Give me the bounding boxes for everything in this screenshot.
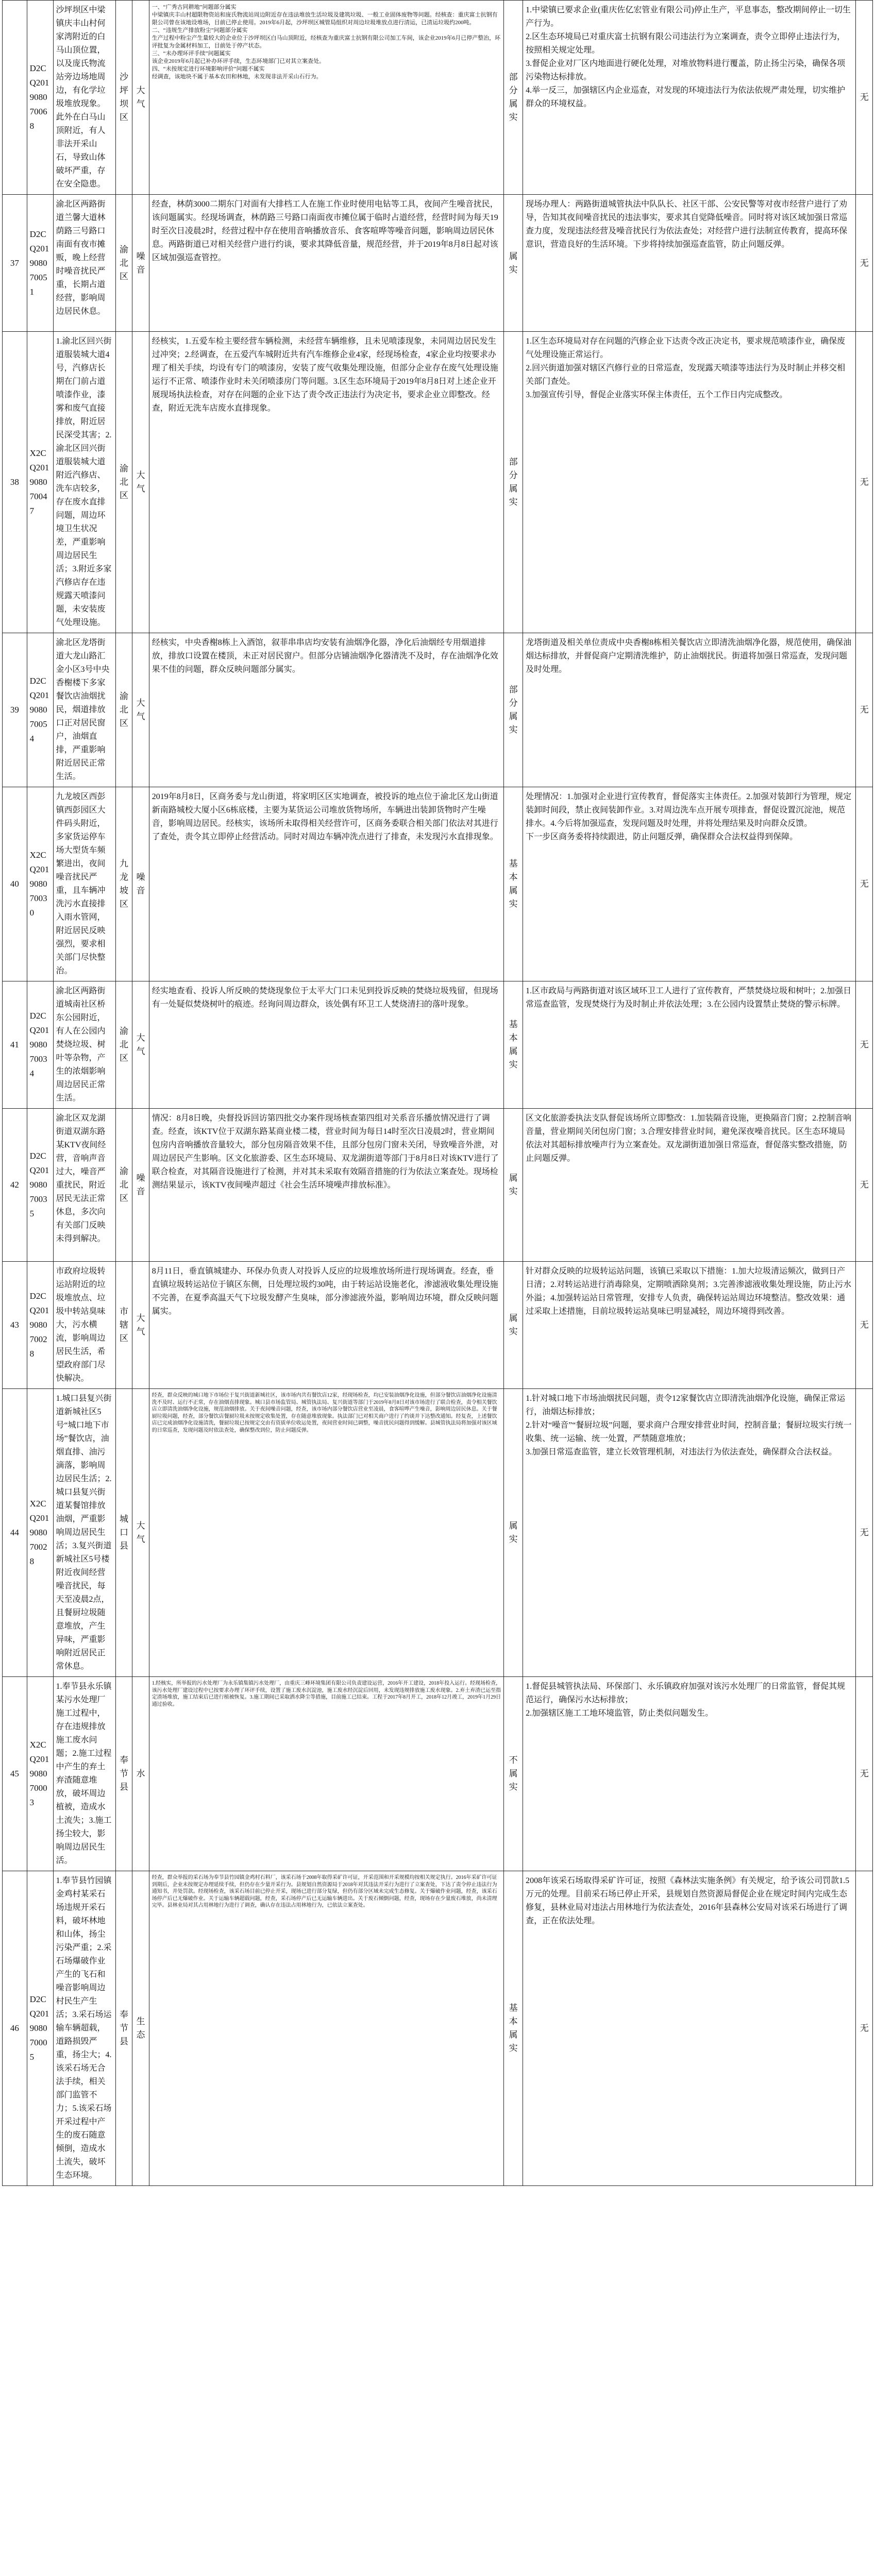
complaint-content: 市政府垃圾转运站附近的垃圾堆放点、垃圾中转站臭味大，污水横流，影响周边居民生活，希望政府部门尽快解决。 [53,1262,115,1389]
investigation-result: 1.经核实，所举报的污水处理厂为永乐镇集镇污水处理厂，由重庆三峰环境集团有限公司负责建设运营，2016年开工建设，2018年投入运行。经现场检查，该污水处理厂建设过程中已按要求办理了环评手续，设置了施工废水沉淀池，施工废水经沉淀后回用，未发现违规排放施工废水现象。2.弃土弃渣已运至指定渣场堆放，施工结束后已进行植被恢复。3.施工期间已采取洒水降尘等措施，目前施工已结束。工程于2017年8月开工，2018年12月竣工，2019年1月29日通过验收。 [149,1677,504,1871]
handling-measures: 区文化旅游委执法支队督促该场所立即整改：1.加装隔音设施，更换隔音门窗；2.控制音响音量，营业期间关闭包房门窗；3.合理安排营业时间，避免深夜噪音扰民。区生态环境局依法对其超标排放噪声行为立案查处。双龙湖街道加强日常巡查，督促落实整改措施，防止问题反弹。 [523,1109,856,1262]
district: 沙坪坝区 [115,1,132,195]
handling-measures: 2008年该采石场取得采矿许可证，按照《森林法实施条例》有关规定，给予该公司罚款1.5万元的处理。目前采石场已停止开采，县规划自然资源局督促企业在规定时间内完成生态修复，县林业局对违法占用林地行为依法查处，2016年县森林公安局对该采石场进行了调查，正在依法处理。 [523,1871,856,2186]
row-number: 44 [3,1389,27,1677]
verification-result: 属实 [504,1109,523,1262]
accountability: 无 [856,195,873,332]
complaint-table [2,0,873,2186]
handling-measures: 针对群众反映的垃圾转运站问题，该镇已采取以下措施：1.加大垃圾清运频次，做到日产日清；2.对转运站进行消毒除臭，定期喷洒除臭剂；3.完善渗滤液收集处理设施，防止污水外溢；4.加强转运站日常管理，安排专人负责，确保转运站周边环境整洁。整改效果：通过采取上述措施，目前垃圾转运站臭味已明显减轻，周边环境得到改善。 [523,1262,856,1389]
district: 奉节县 [115,1677,132,1871]
pollution-category: 噪音 [132,195,149,332]
district: 奉节县 [115,1871,132,2186]
district: 渝北区 [115,195,132,332]
verification-result: 不属实 [504,1677,523,1871]
row-number: 38 [3,332,27,633]
handling-measures: 1.中梁镇已要求企业(重庆佐亿宏管业有限公司)停止生产，平息事态，整改期间停止一切生产行为。 2.区生态环境局已对重庆富士抗钢有限公司违法行为立案调查，责令立即停止违法行为，按照相关规定处理。 3.督促企业对厂区内地面进行硬化处理，对堆放物料进行覆盖，防止扬尘污染，确保各项污染物达标排放。 4.举一反三，加强辖区内企业巡查，对发现的环境违法行为依法依规严肃处理，切实维护群众的环境权益。 [523,1,856,195]
row-number: 41 [3,981,27,1109]
accountability: 无 [856,787,873,981]
accountability: 无 [856,1389,873,1677]
pollution-category: 生态 [132,1871,149,2186]
handling-measures: 龙塔街道及相关单位责成中央香榭8栋相关餐饮店立即清洗油烟净化器，规范使用，确保油烟达标排放，并督促商户定期清洗维护，防止油烟扰民。街道将加强日常巡查，发现问题及时处理。 [523,633,856,787]
table-row [3,1677,873,1871]
case-code: D2CQ201908070005 [27,1871,53,2186]
table-row [3,981,873,1109]
table-row [3,195,873,332]
district: 市辖区 [115,1262,132,1389]
verification-result: 属实 [504,1262,523,1389]
pollution-category: 大气 [132,1,149,195]
complaint-content: 渝北区双龙湖街道双湖东路某KTV夜间经营，音响声音过大，噪音严重扰民，附近居民无法正常休息，多次向有关部门反映未得到解决。 [53,1109,115,1262]
pollution-category: 噪音 [132,787,149,981]
case-code: X2CQ201908070047 [27,332,53,633]
table-row [3,1871,873,2186]
table-row [3,1109,873,1262]
investigation-result: 经核实，中央香榭8栋上入酒馆，叙菲串串店均安装有油烟净化器，净化后油烟经专用烟道排放，排放口设置在楼顶，未正对居民窗户。但部分店铺油烟净化器清洗不及时，存在油烟净化效果不佳的问题，群众反映问题部分属实。 [149,633,504,787]
investigation-result: 经查，群众反映的城口地下市场位于复兴街道新城社区，该市场内共有餐饮店12家，经现场检查，均已安装油烟净化设施，但部分餐饮店油烟净化设施清洗不及时、运行不正常，存在油烟直排现象。城口县市场监管局、城管执法局、复兴街道等部门于2019年8月8日对该市场进行了联合检查，责令相关餐饮店立即清洗油烟净化设施，规范油烟排放。关于夜间噪音问题，经查，该市场内部分餐饮店营业至凌晨，食客喧哗产生噪音，影响周边居民休息。关于餐厨垃圾问题，经查，部分餐饮店餐厨垃圾未按规定收集处置，存在随意堆放现象。执法部门已对相关商户进行了约谈并下达整改通知。经复查，上述餐饮店已完成油烟净化设施清洗，餐厨垃圾已按规定交由有资质单位收运处置，夜间营业时间已调整，噪音扰民问题得到缓解。县城管执法局将加强对该区域的日常巡查，发现问题及时依法查处，确保整改到位，防止问题反弹。 [149,1389,504,1677]
row-number: 43 [3,1262,27,1389]
row-number: 40 [3,787,27,981]
case-code: D2CQ201908070034 [27,981,53,1109]
handling-measures: 处理情况：1.加强对企业进行宣传教育，督促落实主体责任。2.加强对装卸行为管理，规定装卸时间段，禁止夜间装卸作业。3.对周边洗车点开展专项排查，督促设置沉淀池，规范排水。4.今后将加强巡查，发现问题及时处理，并将处理结果及时向群众反馈。 下一步区商务委将持续跟进，防止问题反弹，确保群众合法权益得到保障。 [523,787,856,981]
investigation-result: 一、“广秀古同耕地”问题部分属实 中梁镇庆丰山村超限物资站和庞氏物流站周边附近存在违法堆放生活垃圾及建筑垃圾、一般工业固体废物等问题。经核查：重庆富士抗钢有限公司曾在该地设堆场，目前已停止使用。2019年6月起，沙坪坝区城管局组织对周边垃圾堆放点进行清运，已清运垃圾约200吨。 二、“违规生产排放粉尘”问题部分属实 生产过程中粉尘产生量较大的企业位于沙坪坝区白马山顶附近，经核查为重庆富士抗钢有限公司加工车间，该企业2019年6月已停产整治，环评批复为金属材料加工，目前处于停产状态。 三、“未办理环评手续”问题属实 该企业2019年6月起已补办环评手续，生态环境部门已对其立案查处。 四、“未按规定进行环境影响评价”问题不属实 经调查，该地块不属于基本农田和林地，未发现非法开采山石行为。 [149,1,504,195]
district: 渝北区 [115,981,132,1109]
investigation-result: 经查，林荫3000二期东门对面有大排档工人在施工作业时使用电钻等工具，夜间产生噪音扰民，该问题属实。经现场调查，林荫路三号路口南面夜市摊位属于临时占道经营，经营时间为每天19时至次日凌晨2时，经营过程中存在使用音响播放音乐、食客喧哗等噪音问题，影响周边居民休息。两路街道已对相关经营户进行约谈，要求其降低音量，规范经营，并于2019年8月8日起对该区域加强巡查管控。 [149,195,504,332]
pollution-category: 大气 [132,1262,149,1389]
accountability: 无 [856,981,873,1109]
accountability: 无 [856,1262,873,1389]
row-number: 42 [3,1109,27,1262]
accountability: 无 [856,1871,873,2186]
verification-result: 部分属实 [504,633,523,787]
case-code: X2CQ201908070028 [27,1389,53,1677]
case-code: D2CQ201908070051 [27,195,53,332]
complaint-content: 渝北区两路街道城南社区桥东公园附近，有人在公园内焚烧垃圾、树叶等杂物，产生的浓烟影响周边居民正常生活。 [53,981,115,1109]
complaint-content: 1.奉节县竹园镇金鸡村某采石场违规开采石料，破坏林地和山体，扬尘污染严重；2.采石场爆破作业产生的飞石和噪音影响周边村民生产生活；3.采石场运输车辆超载，道路损毁严重，扬尘大；4.该采石场无合法手续，相关部门监管不力；5.该采石场开采过程中产生的废石随意倾倒，造成水土流失，破坏生态环境。 [53,1871,115,2186]
complaint-content: 1.渝北区回兴街道服装城大道4号，汽修店长期在门前占道喷漆作业，漆雾和废气直接排放，附近居民深受其害；2.渝北区回兴街道服装城大道附近汽修店、洗车店较多，存在废水直排问题，周边环境卫生状况差，严重影响周边居民生活；3.附近多家汽修店存在违规露天喷漆问题，未安装废气处理设施。 [53,332,115,633]
accountability: 无 [856,633,873,787]
row-number [3,1,27,195]
handling-measures: 1.区生态环境局对存在问题的汽修企业下达责令改正决定书，要求规范喷漆作业，确保废气处理设施正常运行。 2.回兴街道加强对辖区汽修行业的日常巡查，发现露天喷漆等违法行为及时制止并移交相关部门查处。 3.加强宣传引导，督促企业落实环保主体责任，五个工作日内完成整改。 [523,332,856,633]
investigation-result: 经核实，1.五爱车检主要经营车辆检测，未经营车辆维修，且未见喷漆现象，未同周边居民发生过冲突；2.经调查，在五爱汽车城附近共有汽车维修企业4家，经现场检查，4家企业均按要求办理了相关手续，均设有专门的喷漆房，安装了废气收集处理设施，但部分企业存在废气处理设施运行不正常、喷漆作业时未关闭喷漆房门等问题。3.区生态环境局于2019年8月8日对上述企业开展现场执法检查，对存在问题的企业下达了责令改正违法行为决定书，要求企业立即整改。经查，附近无洗车店废水直排现象。 [149,332,504,633]
pollution-category: 大气 [132,332,149,633]
handling-measures: 1.督促县城管执法局、环保部门、永乐镇政府加强对该污水处理厂的日常监管，督促其规范运行，确保污水达标排放； 2.加强辖区施工工地环境监管，防止类似问题发生。 [523,1677,856,1871]
case-code: X2CQ201908070030 [27,787,53,981]
verification-result: 属实 [504,1389,523,1677]
pollution-category: 水 [132,1677,149,1871]
district: 城口县 [115,1389,132,1677]
verification-result: 基本属实 [504,787,523,981]
case-code: D2CQ201908070054 [27,633,53,787]
accountability: 无 [856,1109,873,1262]
row-number: 37 [3,195,27,332]
row-number: 45 [3,1677,27,1871]
investigation-result: 8月11日，垂直镇城建办、环保办负责人对投诉人反应的垃圾堆放场所进行现场调查。经查，垂直镇垃圾转运站位于镇区东侧，日处理垃圾约30吨，由于转运站设施老化，渗滤液收集处理设施不完善，在夏季高温天气下垃圾发酵产生臭味，部分渗滤液外溢，影响周边环境，群众反映问题属实。 [149,1262,504,1389]
table-row [3,1389,873,1677]
pollution-category: 大气 [132,981,149,1109]
handling-measures: 现场办理人：两路街道城管执法中队队长、社区干部、公安民警等对夜市经营户进行了劝导，告知其夜间噪音扰民的违法事实，要求其自觉降低噪音。同时将对该区域加强日常巡查力度，发现违法经营及噪音扰民行为依法查处；对经营户进行法制宣传教育，提高环保意识，营造良好的生活环境。下步将持续加强巡查监管，防止问题反弹。 [523,195,856,332]
table-row [3,787,873,981]
complaint-content: 渝北区龙塔街道大龙山路汇金小区3号中央香榭楼下多家餐饮店油烟扰民，烟道排放口正对居民窗户，油烟直排，严重影响附近居民正常生活。 [53,633,115,787]
pollution-category: 大气 [132,1389,149,1677]
case-code: D2CQ201908070035 [27,1109,53,1262]
investigation-result: 2019年8月8日，区商务委与龙山街道，将家明区区实地调查，被投诉的地点位于渝北区龙山街道新南路城校大厦小区6栋底楼，主要为某货运公司堆放货物场所，车辆进出装卸货物时产生噪音，影响周边居民。经核实，该场所未取得相关经营许可，区商务委联合相关部门依法对其进行了查处，责令其立即停止经营活动。同时对周边车辆冲洗点进行了排查，未发现污水直排现象。 [149,787,504,981]
row-number: 39 [3,633,27,787]
verification-result: 属实 [504,195,523,332]
district: 渝北区 [115,1109,132,1262]
investigation-result: 经实地查看、投诉人所反映的焚烧现象位于太平大门口未见到投诉反映的焚烧垃圾残留，但现场有一处疑似焚烧树叶的痕迹。经询问周边群众，该处偶有环卫工人焚烧清扫的落叶现象。 [149,981,504,1109]
verification-result: 基本属实 [504,981,523,1109]
complaint-content: 沙坪坝区中梁镇庆丰山村何家湾附近的白马山顶位置，以及庞氏物流站旁边场地周边，有化学垃圾堆放现象。此外在白马山顶附近，有人非法开采山石，导致山体破坏严重，存在安全隐患。 [53,1,115,195]
table-row [3,1262,873,1389]
complaint-content: 渝北区两路街道兰馨大道林荫路三号路口南面有夜市摊贩，晚上经营时噪音扰民严重，长期占道经营，影响周边居民休息。 [53,195,115,332]
complaint-content: 1.奉节县永乐镇某污水处理厂施工过程中，存在违规排放施工废水问题；2.施工过程中产生的弃土弃渣随意堆放，破坏周边植被，造成水土流失；3.施工扬尘较大，影响周边居民生活。 [53,1677,115,1871]
accountability: 无 [856,1677,873,1871]
verification-result: 基本属实 [504,1871,523,2186]
verification-result: 部分属实 [504,332,523,633]
table-row [3,1,873,195]
complaint-content: 1.城口县复兴街道新城社区5号“城口地下市场”餐饮店，油烟直排、油污滴落，影响周边居民生活；2.城口县复兴街道某餐馆排放油烟，严重影响周边居民生活；3.复兴街道新城社区5号楼附近夜间经营噪音扰民，每天至凌晨2点，且餐厨垃圾随意堆放，产生异味，严重影响附近居民正常休息。 [53,1389,115,1677]
handling-measures: 1.区市政局与两路街道对该区域环卫工人进行了宣传教育，严禁焚烧垃圾和树叶；2.加强日常巡查监管，发现焚烧行为及时制止并依法处理；3.在公园内设置禁止焚烧的警示标牌。 [523,981,856,1109]
table-row [3,332,873,633]
case-code: D2CQ201908070028 [27,1262,53,1389]
complaint-content: 九龙坡区西彭镇西彭园区大件码头附近，多家货运停车场大型货车频繁进出，夜间噪音扰民严重，且车辆冲洗污水直接排入雨水管网，附近居民反映强烈，要求相关部门尽快整治。 [53,787,115,981]
verification-result: 部分属实 [504,1,523,195]
handling-measures: 1.针对城口地下市场油烟扰民问题，责令12家餐饮店立即清洗油烟净化设施，确保正常运行，油烟达标排放； 2.针对“噪音”“餐厨垃圾”问题，要求商户合理安排营业时间，控制音量；餐厨垃圾实行统一收集、统一运输、统一处置，严禁随意堆放； 3.加强日常巡查监管，建立长效管理机制，对违法行为依法查处，确保群众合法权益。 [523,1389,856,1677]
case-code: X2CQ201908070003 [27,1677,53,1871]
pollution-category: 噪音 [132,1109,149,1262]
investigation-result: 情况：8月8日晚，央督投诉回访第四批交办案件现场核查第四组对关系音乐播放情况进行了调查。经查，该KTV位于双湖东路某商业楼二楼，营业时间为每日14时至次日凌晨2时，营业期间包房内音响播放音量较大，部分包房隔音效果不佳，且部分包房门窗未关闭，导致噪音外泄，对周边居民产生影响。区文化旅游委、区生态环境局、双龙湖街道等部门于8月8日对该KTV进行了联合检查，对其隔音设施进行了检测，并对其未采取有效隔音措施的行为依法立案查处。现场检测结果显示，该KTV夜间噪声超过《社会生活环境噪声排放标准》。 [149,1109,504,1262]
case-code: D2CQ201908070068 [27,1,53,195]
accountability: 无 [856,332,873,633]
table-row [3,633,873,787]
district: 九龙坡区 [115,787,132,981]
district: 渝北区 [115,633,132,787]
accountability: 无 [856,1,873,195]
pollution-category: 大气 [132,633,149,787]
row-number: 46 [3,1871,27,2186]
district: 渝北区 [115,332,132,633]
investigation-result: 经查，群众举报的采石场为奉节县竹园镇金鸡村石料厂，该采石场于2008年取得采矿许可证，开采范围和开采规模均按相关规定执行。2016年采矿许可证到期后，企业未按规定办理延续手续，但仍存在少量开采行为。县规划自然资源局于2018年对其违法开采行为进行了立案查处，下达了责令停止违法行为通知书，并处罚款。经现场检查，该采石场目前已停止开采，现场已进行部分复绿，但仍有部分区域未完成生态修复。关于爆破作业问题，经查，该采石场停产后已无爆破作业。关于运输车辆超载问题，经查，采石场停产后已无运输车辆进出。关于废石倾倒问题，经查，现场存在少量废石堆放，尚未清理完毕。县林业局对其占用林地行为进行了调查，确认存在违法占用林地行为，已依法立案查处。 [149,1871,504,2186]
